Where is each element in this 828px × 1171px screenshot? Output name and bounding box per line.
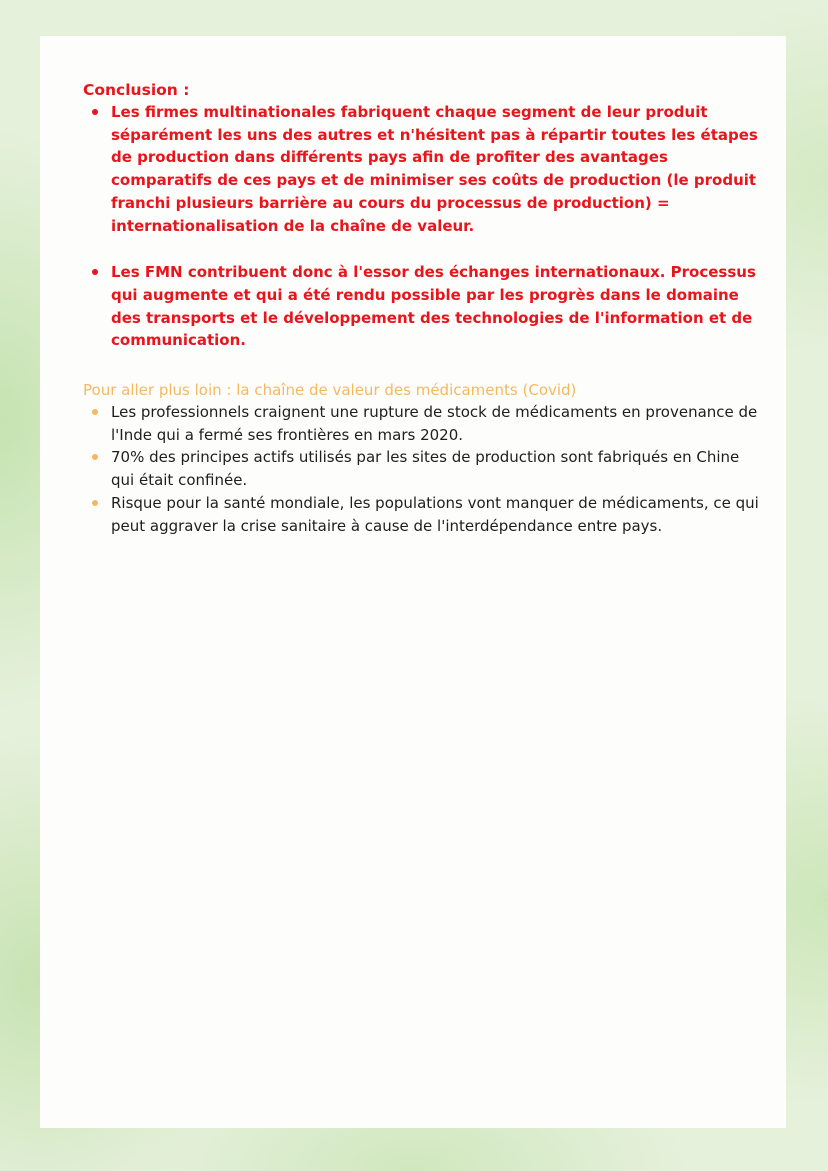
bullet-dot-icon bbox=[92, 409, 98, 415]
list-item-text: Les FMN contribuent donc à l'essor des échanges internationaux. Processus qui augmente et qui a été rendu possible par les progrès dans le domaine des transports et le développement des technologies de l'information et de communication. bbox=[111, 263, 756, 350]
further-list bbox=[83, 401, 763, 537]
list-item-text: Risque pour la santé mondiale, les populations vont manquer de médicaments, ce qui peut aggraver la crise sanitaire à cause de l'interdépendance entre pays. bbox=[111, 493, 759, 535]
document-page bbox=[40, 36, 786, 1128]
conclusion-list bbox=[83, 101, 763, 352]
list-item-text: 70% des principes actifs utilisés par les sites de production sont fabriqués en Chine qui était confinée. bbox=[111, 448, 740, 490]
further-section bbox=[83, 379, 763, 537]
further-heading: Pour aller plus loin : la chaîne de valeur des médicaments (Covid) bbox=[83, 381, 577, 400]
bullet-dot-icon bbox=[92, 269, 98, 275]
list-item bbox=[83, 492, 763, 537]
conclusion-heading: Conclusion : bbox=[83, 81, 190, 99]
list-item-text: Les firmes multinationales fabriquent chaque segment de leur produit séparément les uns des autres et n'hésitent pas à répartir toutes les étapes de production dans différents pays afin de profiter des avantages comparatifs de ces pays et de minimiser ses coûts de production (le produit franchi plusieurs barrière au cours du processus de production) = internationalisation de la chaîne de valeur. bbox=[111, 103, 758, 235]
list-item bbox=[83, 446, 763, 491]
bullet-dot-icon bbox=[92, 500, 98, 506]
list-item bbox=[83, 261, 763, 352]
bullet-dot-icon bbox=[92, 454, 98, 460]
list-item bbox=[83, 401, 763, 446]
list-item bbox=[83, 101, 763, 237]
bullet-dot-icon bbox=[92, 109, 98, 115]
page-content bbox=[83, 79, 763, 537]
list-item-text: Les professionnels craignent une rupture de stock de médicaments en provenance de l'Inde qui a fermé ses frontières en mars 2020. bbox=[111, 403, 758, 444]
conclusion-section bbox=[83, 79, 763, 352]
